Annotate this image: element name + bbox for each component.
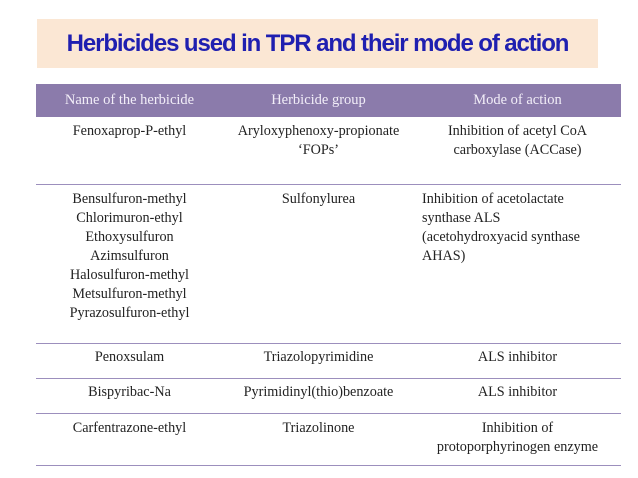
herbicide-name: Azimsulfuron (90, 248, 169, 264)
mode-of-action: AHAS) (422, 248, 466, 264)
mode-of-action-cell (414, 379, 621, 414)
mode-of-action-cell (414, 117, 621, 185)
herbicide-group: Pyrimidinyl(thio)benzoate (243, 384, 394, 400)
table-row (36, 344, 621, 379)
mode-of-action: Inhibition of acetolactate (422, 191, 564, 207)
herbicide-group: Aryloxyphenoxy-propionate (237, 123, 400, 139)
title-banner (37, 19, 598, 68)
mode-of-action: Inhibition of acetyl CoA (447, 123, 588, 139)
herbicide-name: Bensulfuron-methyl (72, 191, 187, 207)
herbicide-name: Halosulfuron-methyl (70, 267, 189, 283)
herbicide-group-cell (223, 117, 414, 185)
mode-of-action: protoporphyrinogen enzyme (436, 439, 599, 455)
herbicide-group: Triazolinone (282, 420, 355, 436)
table-row (36, 117, 621, 185)
herbicide-name: Pyrazosulfuron-ethyl (69, 305, 190, 321)
herbicide-group: Sulfonylurea (281, 191, 356, 207)
herbicide-name-cell (36, 414, 223, 466)
mode-of-action: ALS inhibitor (477, 384, 558, 400)
herbicide-name: Penoxsulam (94, 349, 165, 365)
mode-of-action: Inhibition of (481, 420, 554, 436)
herbicide-name: Chlorimuron-ethyl (76, 210, 183, 226)
table-row (36, 185, 621, 344)
mode-of-action-cell (414, 344, 621, 379)
herbicide-name: Metsulfuron-methyl (72, 286, 187, 302)
herbicide-name-cell (36, 117, 223, 185)
herbicide-name: Bispyribac-Na (88, 384, 171, 400)
mode-of-action: synthase ALS (422, 210, 501, 226)
mode-of-action-cell (414, 414, 621, 466)
herbicide-name-cell (36, 379, 223, 414)
herbicide-table (36, 84, 621, 466)
herbicide-group: Triazolopyrimidine (263, 349, 374, 365)
table-header-row (36, 84, 621, 117)
herbicide-name-cell (36, 185, 223, 344)
herbicide-group-cell (223, 414, 414, 466)
header-mode-of-action: Mode of action (414, 84, 621, 117)
herbicide-name: Carfentrazone-ethyl (72, 420, 187, 436)
header-herbicide-name: Name of the herbicide (36, 84, 223, 117)
herbicide-group-cell (223, 344, 414, 379)
table-row (36, 414, 621, 466)
slide-title: Herbicides used in TPR and their mode of action (66, 29, 569, 57)
herbicide-name: Fenoxaprop-P-ethyl (72, 123, 187, 139)
herbicide-group: ‘FOPs’ (298, 142, 339, 158)
header-herbicide-group: Herbicide group (223, 84, 414, 117)
herbicide-name: Ethoxysulfuron (85, 229, 174, 245)
herbicide-group-cell (223, 379, 414, 414)
mode-of-action: (acetohydroxyacid synthase (422, 229, 580, 245)
herbicide-name-cell (36, 344, 223, 379)
mode-of-action: carboxylase (ACCase) (453, 142, 582, 158)
herbicide-group-cell (223, 185, 414, 344)
table-row (36, 379, 621, 414)
mode-of-action-cell (414, 185, 621, 344)
mode-of-action: ALS inhibitor (477, 349, 558, 365)
